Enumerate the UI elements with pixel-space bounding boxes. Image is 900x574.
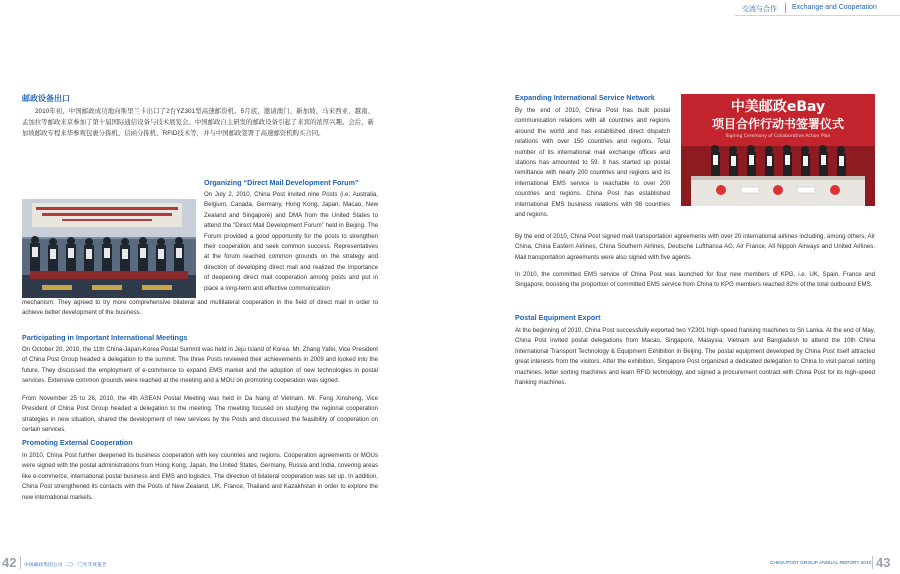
- airlines-paragraph: By the end of 2010, China Post signed mail transportation agreements with over 20 international airlines including, among others, Air China, China Eastern Airlines, China Southern Airlines, Deutsche Lufthansa AG, Air France, All Nippon Airways and United Airlines. Mail transportation agreements were also signed with five agents.: [515, 233, 875, 261]
- network-heading: Expanding International Service Network: [515, 93, 655, 102]
- meetings-heading: Participating in Important International Meetings: [22, 333, 188, 342]
- promo-paragraph: In 2010, China Post further deepened its business cooperation with key countries and regions. Cooperation agreements or MOUs were signed with the postal administrations from Hong Kong, Japan, the United States, Germany, Russia and India, covering areas like e-commerce, international postal business and EMS and logistics. The direction of bilateral cooperation was set up. In addition, China Post strengthened its contacts with the Posts of New Zealand, UK, France, Thailand and Kazakhstan in order to explore the new international markets.: [22, 452, 378, 501]
- footer-divider-left: [20, 556, 21, 569]
- cn-paragraph: 2010年初，中国邮政成功地向斯里兰卡出口了2台YZ301型高速邮资机。5月底，邀请澳门、新加坡、马来西亚、越南、孟加拉等邮政来京参加了第十届国际通信设备与技术展览会。中国邮政自主研发的邮政设备引起了来宾的浓厚兴趣。会后，新加坡邮政专程来华参观包裹分拣机、信函分拣机、RFID技术等，并与中国邮政签署了高速邮资机购买合同。: [22, 108, 374, 137]
- footer-left-text: 中国邮政集团公司 二〇一〇年年度报告: [24, 563, 107, 568]
- export-heading: Postal Equipment Export: [515, 313, 601, 322]
- meetings-paragraph-1: On October 20, 2010, the 11th China-Japan-Korea Postal Summit was held in Jeju Island of Korea. Mr. Zhang Yafei, Vice President of China Post Group headed a delegation to the summit. The three Posts reviewed their achievements in 2009 and looked into the future. They discussed the employment of e-commerce to expand EMS market and the adoption of new technologies in postal services. Extensive common grounds were reached at the meeting and a MOU on promoting cooperation was signed.: [22, 346, 378, 385]
- forum-heading: Organizing “Direct Mail Development Forum”: [204, 178, 359, 187]
- meetings-paragraph-2: From November 25 to 26, 2010, the 4th ASEAN Postal Meeting was held in Da Nang of Vietnam. Mr. Feng Xinsheng, Vice President of China Post Group headed a delegation to the meeting. The meeting focused on studying the regional cooperation strategies in new situation, shared the development of new services by the Posts and discussed the feasibility of cooperation on certain services.: [22, 395, 378, 434]
- ebay-signing-photo: [681, 94, 875, 206]
- forum-photo: [22, 199, 196, 298]
- network-paragraph: By the end of 2010, China Post has built postal communication relations with all countries and regions around the world and has established direct dispatch relations with over 150 countries and regions. Total number of its international mail exchange offices and stations has amounted to 59. It has started up postal remittance with nearly 200 countries and regions and its international EMS service is reachable to over 200 countries and regions. China Post has established international EMS business relations with 98 countries and regions.: [515, 107, 670, 219]
- footer-right-text: CHINA POST GROUP ANNUAL REPORT 2010: [770, 561, 872, 566]
- promo-heading: Promoting External Cooperation: [22, 438, 133, 447]
- kpg-paragraph: In 2010, the committed EMS service of China Post was launched for four new members of KPG, i.e. UK, Spain, France and Singapore, boosting the proportion of committed EMS service from China to KPG members reached 82% of the total outbound EMS.: [515, 271, 875, 289]
- header-section-en: Exchange and Cooperation: [792, 4, 877, 11]
- cn-heading: 邮政设备出口: [22, 94, 70, 103]
- banner-line-1: 中美邮政eBay: [730, 99, 826, 115]
- header-divider: [785, 3, 786, 13]
- page-number-right: 43: [876, 555, 891, 570]
- forum-paragraph-cont: mechanism. They agreed to try more comprehensive bilateral and multilateral cooperation in the field of direct mail in order to achieve better development of the business.: [22, 299, 378, 317]
- page-number-left: 42: [2, 555, 17, 570]
- header-rule: [735, 15, 900, 16]
- banner-line-2: 项目合作行动书签署仪式: [711, 117, 845, 131]
- header-section-cn: 交流与合作: [742, 6, 777, 13]
- forum-paragraph: On July 2, 2010, China Post invited nine Posts (i.e. Australia, Belgium, Canada, Germany, Hong Kong, Japan, Macao, New Zealand and Singapore) and DMA from the United States to attend the “Direct Mail Development Forum” held in Beijing. The Forum provided a good opportunity for the posts to strengthen their cooperation and seek common success. Representatives at the forum reached common grounds on the strategy and direction of developing direct mail and realized the importance of deepening direct mail cooperation among posts and put in place a long-term and effective communication: [204, 191, 378, 292]
- export-paragraph: At the beginning of 2010, China Post successfully exported two YZ301 high-speed franking machines to Sri Lanka. At the end of May, China Post invited postal delegations from Macao, Singapore, Malaysia, Vietnam and Bangladesh to attend the 10th China International Transport Technology & Equipment Exhibition in Beijing. The postal equipment developed by China Post itself attracted great interests from the visitors. After the exhibition, Singapore Post organized a dedicated delegation to China to visit parcel sorting machines, letter sorting machines and learn RFID technology, and signed a procurement contract with China Post for its high-speed franking machines.: [515, 327, 875, 387]
- banner-subtitle: Signing Ceremony of Collaborative Action Plan: [725, 134, 831, 139]
- footer-divider-right: [872, 556, 873, 569]
